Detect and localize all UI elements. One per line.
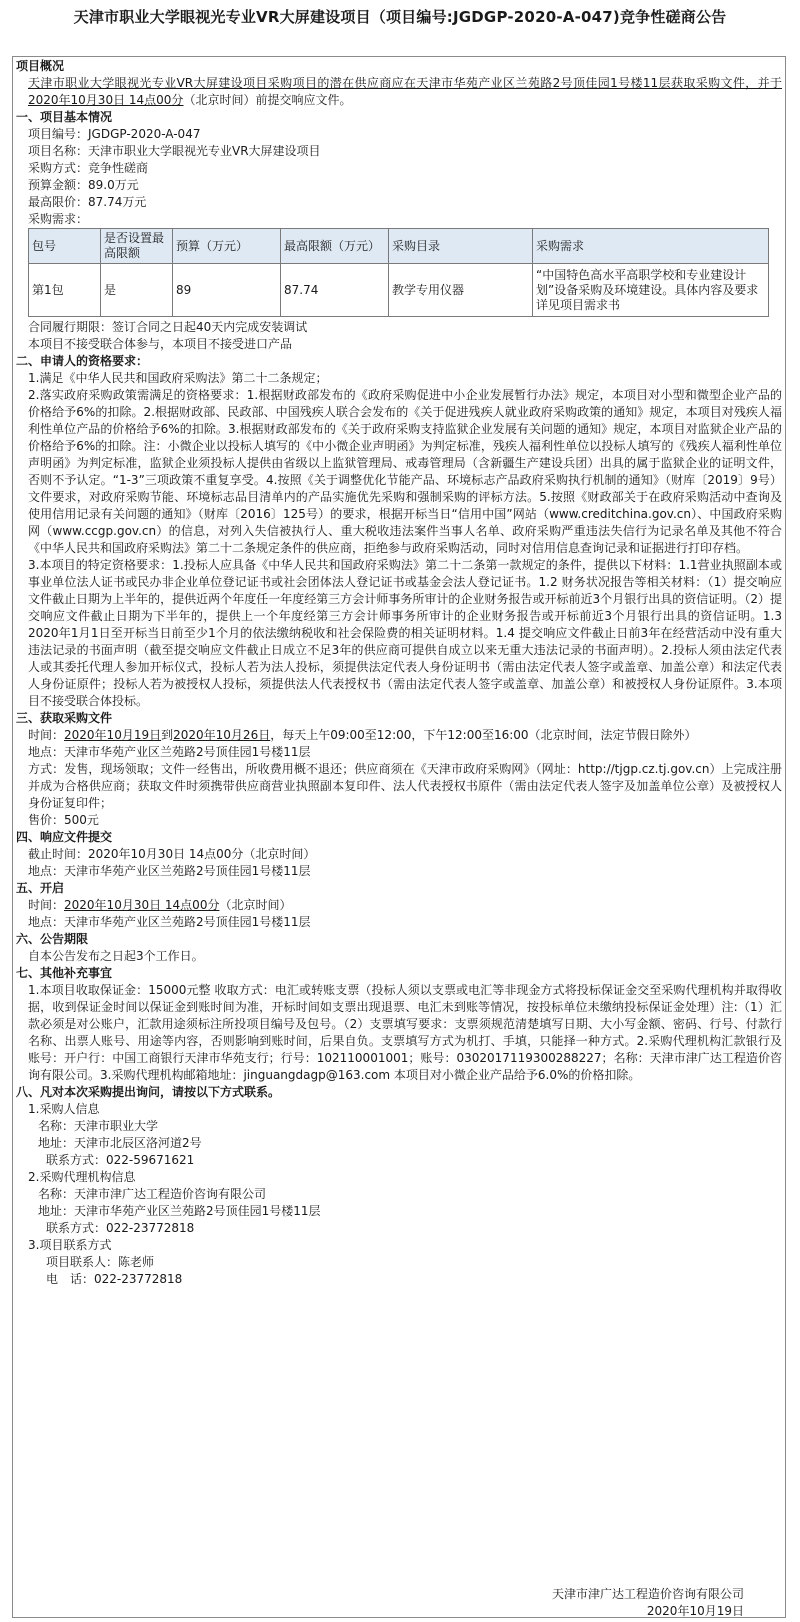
section8-heading: 八、凡对本次采购提出询问，请按以下方式联系。 [16,1085,281,1099]
acquire-time-end: 2020年10月26日 [173,728,271,742]
procurement-needs-label: 采购需求： [28,212,89,226]
section5-heading: 五、开启 [16,881,65,895]
requirements-table [28,228,769,317]
project-contact-phone: 电 话：022-23772818 [46,1272,183,1286]
signature-date: 2020年10月19日 [646,1604,744,1618]
notice-body [16,58,782,1288]
table-header-row [29,229,769,264]
table-row [29,264,769,317]
consortium-note: 本项目不接受联合体参与，本项目不接受进口产品 [28,337,293,351]
contract-period: 合同履行期限：签订合同之日起40天内完成安装调试 [28,320,308,334]
table-cell: “中国特色高水平高职学校和专业建设计划”设备采购及环境建设。具体内容及要求详见项目需求书 [533,264,769,317]
section1-heading: 一、项目基本情况 [16,110,113,124]
procurement-method: 采购方式：竞争性磋商 [28,161,149,175]
project-name: 项目名称：天津市职业大学眼视光专业VR大屏建设项目 [28,144,321,158]
qualification-1: 1.满足《中华人民共和国政府采购法》第二十二条规定； [28,371,328,385]
opening-time [16,897,782,914]
table-header-cell: 采购需求 [533,229,769,264]
table-cell: 教学专用仪器 [389,264,533,317]
submission-place: 地点：天津市华苑产业区兰苑路2号顶佳园1号楼11层 [28,864,311,878]
max-price: 最高限价：87.74万元 [28,195,147,209]
section4-heading: 四、响应文件提交 [16,830,113,844]
opening-time-value: 2020年10月30日 14点00分 [64,898,220,912]
opening-time-label: 时间： [28,898,65,912]
overview-text [16,75,782,109]
section7-heading: 七、其他补充事宜 [16,966,113,980]
acquire-time-sep: 到 [161,728,174,742]
buyer-contact: 联系方式：022-59671621 [46,1153,195,1167]
acquire-price: 售价：500元 [28,813,99,827]
qualification-3: 3.本项目的特定资格要求：1.投标人应具备《中华人民共和国政府采购法》第二十二条第一款规定的条件，提供以下材料：1.1营业执照副本或事业单位法人证书或民办非企业单位登记证书或社会团体法人登记证书或基金会法人登记证书。1.2 财务状况报告等相关材料：（1）提交响应文件截止日期为上半年的，提供近两个年度任一年度经第三方会计师事务所审计的企业财务报告或开标前近3个月银行出具的资信证明。（2）提交响应文件截止日期为下半年的，提供上一个年度经第三方会计师事务所审计的企业财务报告或开标前近3个月银行出具的资信证明。1.3 2020年1月1日至开标当日前至少1个月的依法缴纳税收和社会保险费的相关证明材料。1.4 提交响应文件截止日前3年在经营活动中没有重大违法记录的书面声明（截至提交响应文件截止日成立不足3年的供应商可提供自成立以来无重大违法记录的书面声明）。2.投标人须由法定代表人或其委托代理人参加开标仪式，投标人若为法人投标，须提供法定代表人身份证明书（需由法定代表人签字或盖章、加盖公章）和法定代表人身份证原件；投标人若为被授权人投标，须提供法人代表授权书（需由法定代表人签字或盖章、加盖公章）和被授权人身份证原件。3.本项目不接受联合体投标。 [28,558,782,708]
buyer-address: 地址：天津市北辰区洛河道2号 [38,1136,202,1150]
budget-amount: 预算金额：89.0万元 [28,178,139,192]
opening-time-rest: （北京时间） [219,898,292,912]
agent-address: 地址：天津市华苑产业区兰苑路2号顶佳园1号楼11层 [38,1204,321,1218]
signature-block [552,1586,744,1620]
acquire-time-start: 2020年10月19日 [64,728,162,742]
overview-text-post: （北京时间）前提交响应文件。 [183,93,352,107]
acquire-method: 方式：发售，现场领取；文件一经售出，所收费用概不退还；供应商须在《天津市政府采购网》（网址：http://tjgp.cz.tj.gov.cn）上完成注册并成为合格供应商；获取文件时须携带供应商营业执照副本复印件、法人代表授权书原件（需由法定代表人签字及加盖单位公章）及被授权人身份证复印件； [28,762,782,810]
table-cell: 89 [173,264,281,317]
signature-org: 天津市津广达工程造价咨询有限公司 [551,1587,744,1601]
section6-heading: 六、公告期限 [16,932,89,946]
agent-contact: 联系方式：022-23772818 [46,1221,195,1235]
overview-heading: 项目概况 [16,59,65,73]
section3-heading: 三、获取采购文件 [16,711,113,725]
supplementary-text: 1.本项目收取保证金：15000元整 收取方式：电汇或转账支票（投标人须以支票或电汇等非现金方式将投标保证金交至采购代理机构并取得收据，收到保证金时间以保证金到账时间为准，开标时间如支票出现退票、电汇未到账等情况，按投标单位未缴纳投标保证金处理）注:（1）汇款必须是对公账户，汇款用途须标注所投项目编号及包号。（2）支票填写要求：支票须规范清楚填写日期、大小写金额、密码、行号、付款行名称、出票人账号、用途等内容，否则影响到账时间，后果自负。支票填写方式为机打、手填，只能择一种方式。2.采购代理机构汇款银行及账号：开户行：中国工商银行天津市华苑支行；行号：102110001001；账号：0302017119300288227；名称：天津市津广达工程造价咨询有限公司。3.采购代理机构邮箱地址：jinguangdagp@163.com 本项目对小微企业产品给予6.0%的价格扣除。 [28,983,782,1082]
project-contact-person: 项目联系人：陈老师 [46,1255,155,1269]
section2-heading: 二、申请人的资格要求： [16,354,149,368]
table-header-cell: 是否设置最高限额 [101,229,173,264]
acquire-place: 地点：天津市华苑产业区兰苑路2号顶佳园1号楼11层 [28,745,311,759]
table-cell: 第1包 [29,264,101,317]
table-header-cell: 最高限额（万元） [281,229,389,264]
submission-deadline: 截止时间：2020年10月30日 14点00分（北京时间） [28,847,316,861]
overview-text-pre: 天津市职业大学眼视光专业VR大屏建设项目采购项目的潜在供应商应在天津市华苑产业区兰苑路2号顶佳园1号楼11层获取采购文件，并于 [28,76,782,90]
acquire-time-label: 时间： [28,728,65,742]
notice-period: 自本公告发布之日起3个工作日。 [28,949,204,963]
page-title: 天津市职业大学眼视光专业VR大屏建设项目（项目编号:JGDGP-2020-A-047)竞争性磋商公告 [73,8,727,26]
buyer-name: 名称：天津市职业大学 [38,1119,159,1133]
acquire-time-rest: ，每天上午09:00至12:00，下午12:00至16:00（北京时间，法定节假日除外） [270,728,697,742]
agent-name: 名称：天津市津广达工程造价咨询有限公司 [38,1187,267,1201]
table-header-cell: 预算（万元） [173,229,281,264]
buyer-heading: 1.采购人信息 [28,1102,100,1116]
acquire-time [16,727,782,744]
project-contact-heading: 3.项目联系方式 [28,1238,112,1252]
table-header-cell: 采购目录 [389,229,533,264]
overview-deadline: 2020年10月30日 14点00分 [28,93,184,107]
agent-heading: 2.采购代理机构信息 [28,1170,136,1184]
table-header-cell: 包号 [29,229,101,264]
qualification-2: 2.落实政府采购政策需满足的资格要求：1.根据财政部发布的《政府采购促进中小企业发展暂行办法》规定，本项目对小型和微型企业产品的价格给予6%的扣除。2.根据财政部、民政部、中国残疾人联合会发布的《关于促进残疾人就业政府采购政策的通知》规定，本项目对残疾人福利性单位产品的价格给予6%的扣除。3.根据财政部发布的《关于政府采购支持监狱企业发展有关问题的通知》规定，本项目对监狱企业产品的价格给予6%的扣除。注：小微企业以投标人填写的《中小微企业声明函》为判定标准，残疾人福利性单位以投标人填写的《残疾人福利性单位声明函》为判定标准，监狱企业须投标人提供由省级以上监狱管理局、戒毒管理局（含新疆生产建设兵团）出具的属于监狱企业的证明文件，否则不予认定。“1-3”三项政策不重复享受。4.按照《关于调整优化节能产品、环境标志产品政府采购执行机制的通知》（财库〔2019〕9号）文件要求，对政府采购节能、环境标志品目清单内的产品实施优先采购和强制采购的评标方法。5.按照《财政部关于在政府采购活动中查询及使用信用记录有关问题的通知》（财库〔2016〕125号）的要求，根据开标当日“信用中国”网站（www.creditchina.gov.cn）、中国政府采购网（www.ccgp.gov.cn）的信息，对列入失信被执行人、重大税收违法案件当事人名单、政府采购严重违法失信行为记录名单及其他不符合《中华人民共和国政府采购法》第二十二条规定条件的供应商，拒绝参与政府采购活动，同时对信用信息查询记录和证据进行打印存档。 [28,388,782,555]
opening-place: 地点：天津市华苑产业区兰苑路2号顶佳园1号楼11层 [28,915,311,929]
project-number: 项目编号：JGDGP-2020-A-047 [28,127,201,141]
table-cell: 87.74 [281,264,389,317]
table-cell: 是 [101,264,173,317]
